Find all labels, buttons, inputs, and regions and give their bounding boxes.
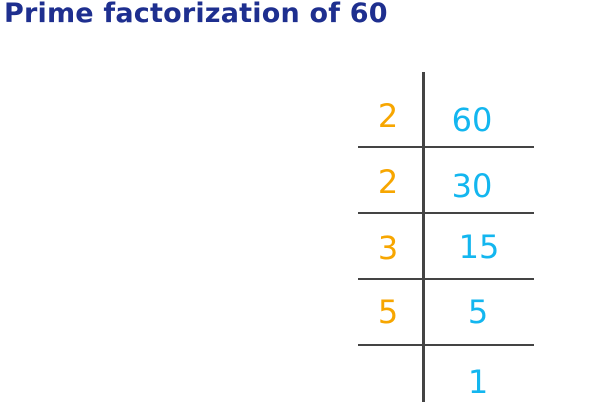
quotient-cell: 15 xyxy=(458,228,500,266)
quotient-cell: 60 xyxy=(451,101,493,139)
vertical-divider xyxy=(422,72,425,402)
row-separator xyxy=(358,278,534,280)
divisor-cell: 2 xyxy=(377,163,399,201)
quotient-cell: 5 xyxy=(467,293,489,331)
divisor-cell: 3 xyxy=(377,229,399,267)
row-separator xyxy=(358,146,534,148)
row-separator xyxy=(358,212,534,214)
quotient-cell: 1 xyxy=(467,363,489,401)
divisor-cell: 2 xyxy=(377,97,399,135)
page-title: Prime factorization of 60 xyxy=(4,0,388,29)
quotient-cell: 30 xyxy=(451,167,493,205)
row-separator xyxy=(358,344,534,346)
divisor-cell: 5 xyxy=(377,293,399,331)
